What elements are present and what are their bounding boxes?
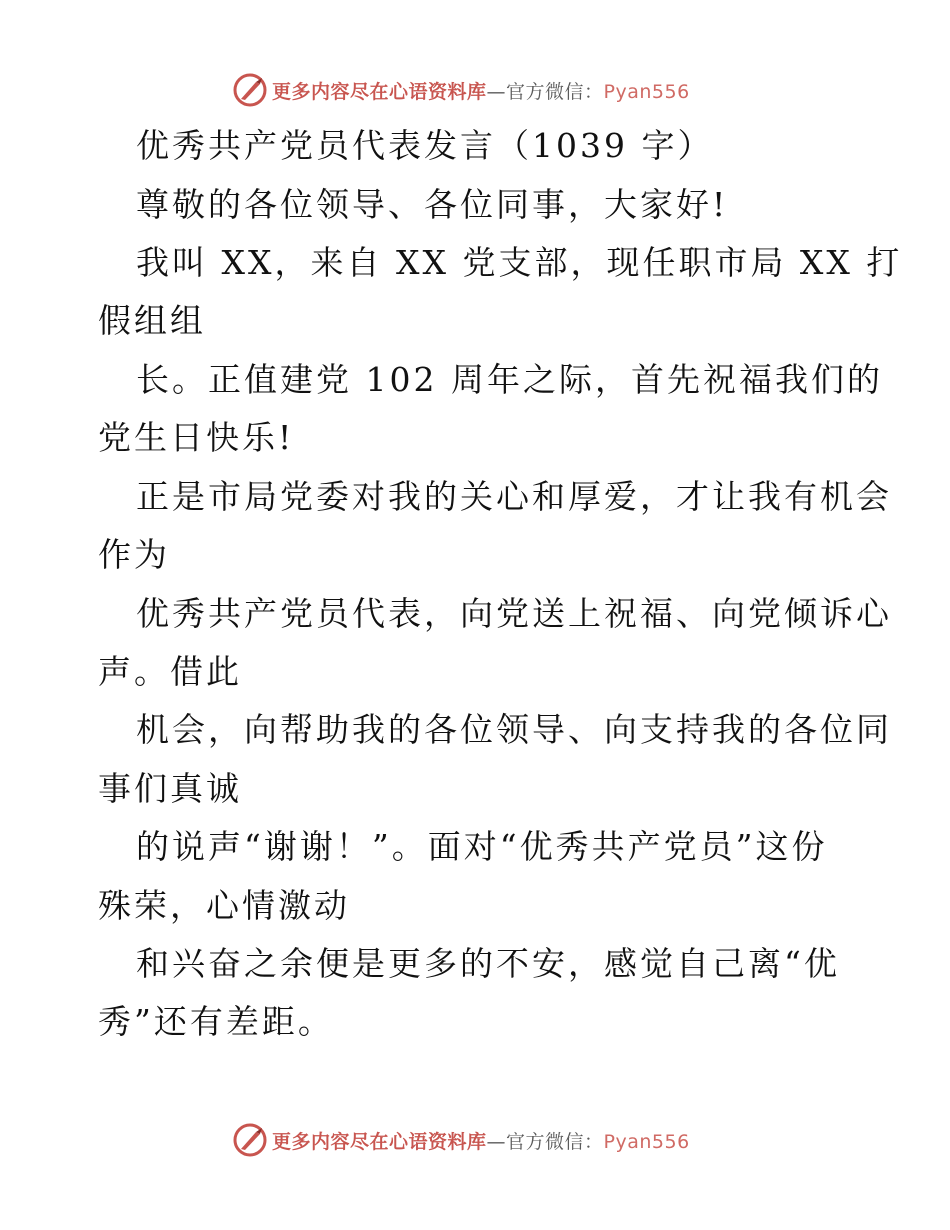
banner-title: 更多内容尽在心语资料库 [272,80,487,103]
text-line: 殊荣，心情激动 [98,886,350,925]
text-line: 事们真诚 [98,769,242,808]
text-line: 和兴奋之余便是更多的不安，感觉自己离“优 [136,944,840,983]
text-line: 尊敬的各位领导、各位同事，大家好! [136,185,729,224]
footer-banner [232,1120,712,1160]
banner-title: 更多内容尽在心语资料库 [272,1130,487,1153]
text-line: 秀”还有差距。 [98,1002,334,1041]
text-line: 长。正值建党 102 周年之际，首先祝福我们的 [136,360,883,399]
banner-wechat-label: 官方微信： [506,80,604,103]
text-line: 机会，向帮助我的各位领导、向支持我的各位同 [136,710,892,749]
text-line: 作为 [98,535,170,574]
text-line: 我叫 XX，来自 XX 党支部，现任职市局 XX 打 [136,243,903,282]
quill-logo-icon [232,72,268,108]
banner-wechat-id: Pyan556 [603,80,690,103]
text-line: 的说声“谢谢！”。面对“优秀共产党员”这份 [136,827,828,866]
quill-logo-icon [232,1122,268,1158]
document-title: 优秀共产党员代表发言（1039 字） [136,126,714,165]
text-line: 党生日快乐! [98,418,295,457]
banner-dash: — [486,1130,507,1153]
text-line: 优秀共产党员代表，向党送上祝福、向党倾诉心 [136,594,892,633]
text-line: 假组组 [98,301,206,340]
banner-wechat-label: 官方微信： [506,1130,604,1153]
banner-wechat-id: Pyan556 [603,1130,690,1153]
text-line: 声。借此 [98,652,242,691]
header-banner [232,70,712,110]
banner-dash: — [486,80,507,103]
text-line: 正是市局党委对我的关心和厚爱，才让我有机会 [136,477,892,516]
